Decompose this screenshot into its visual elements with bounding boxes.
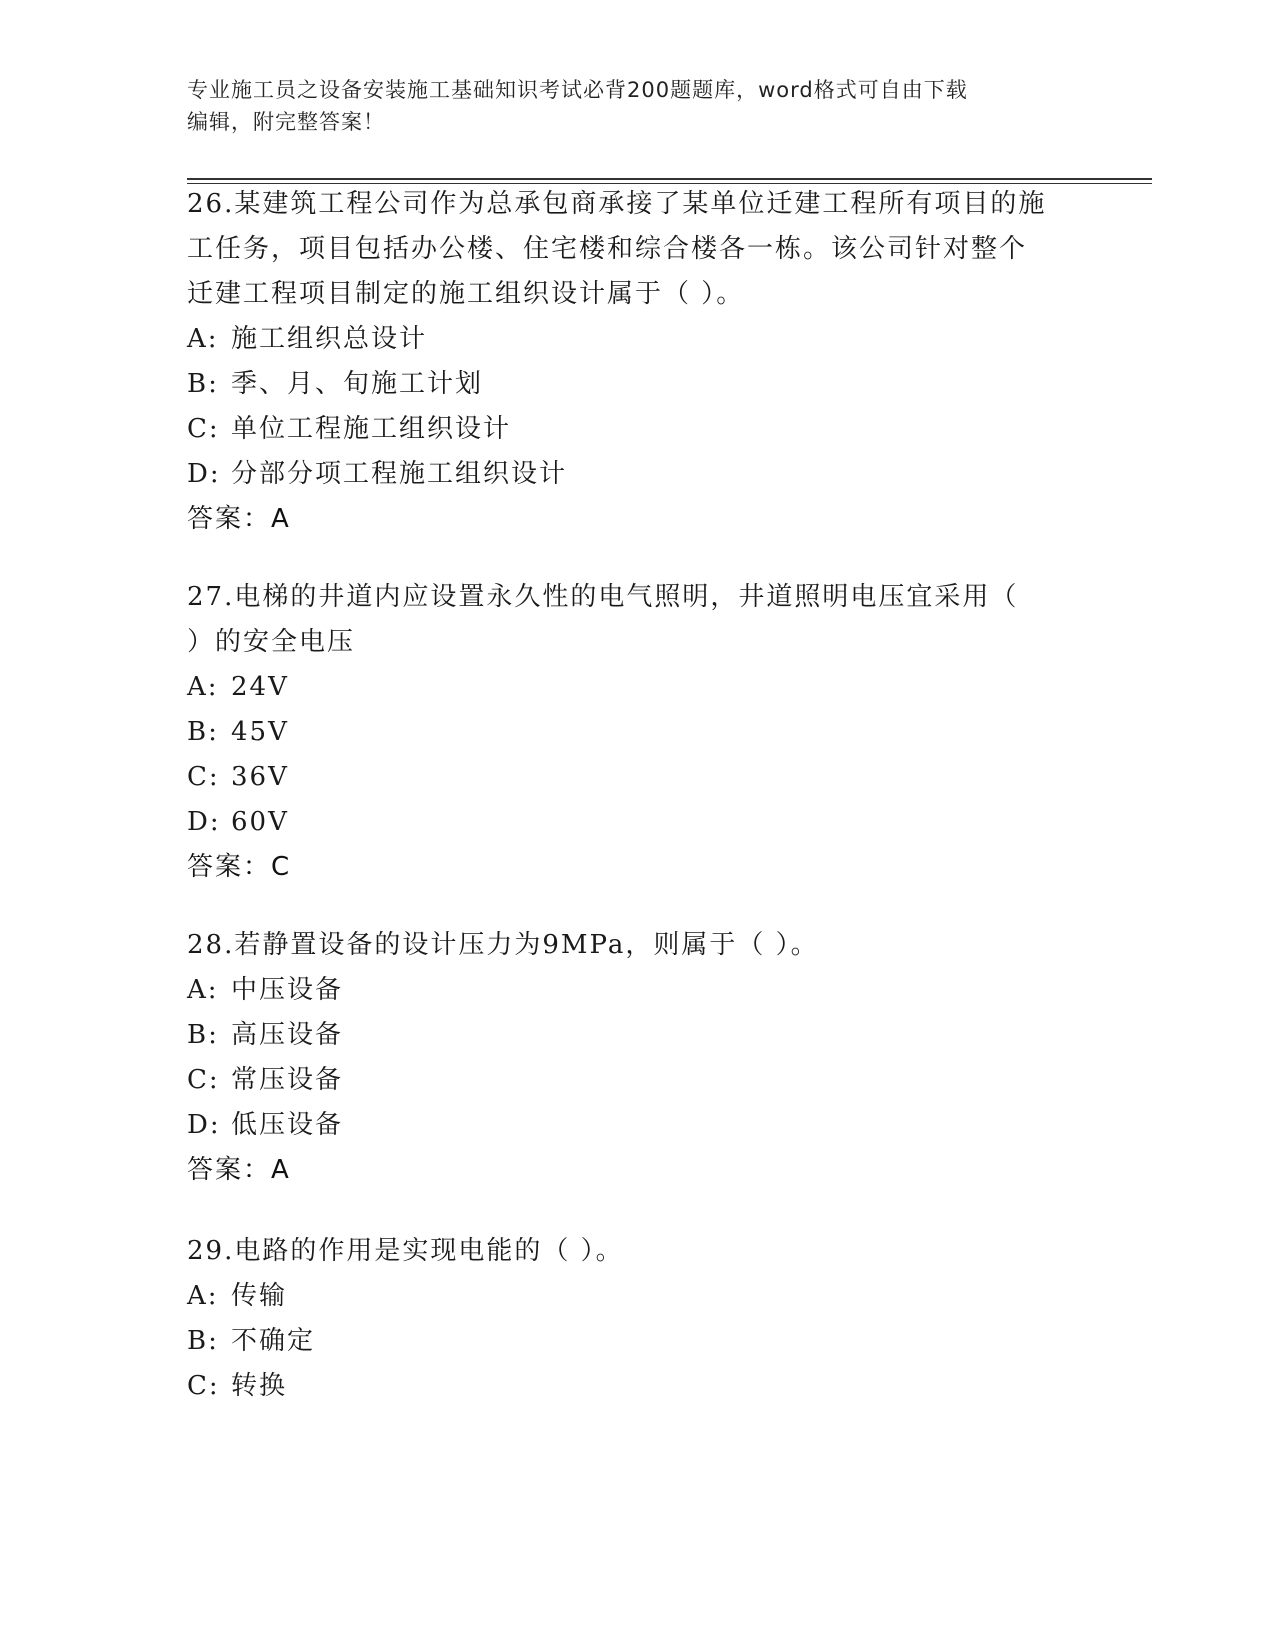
option-c <box>187 407 1087 452</box>
option-a <box>187 968 1087 1013</box>
option-text: 60V <box>231 807 289 837</box>
option-letter: C: <box>187 414 220 444</box>
option-b <box>187 1319 1087 1364</box>
option-a <box>187 665 1087 710</box>
question-stem-line: 29.电路的作用是实现电能的（ ）。 <box>187 1236 624 1266</box>
option-letter: A: <box>187 672 219 702</box>
question-stem-line: 28.若静置设备的设计压力为9MPa，则属于（ ）。 <box>187 930 819 960</box>
option-text: 转换 <box>231 1371 288 1401</box>
question-stem-line: 迁建工程项目制定的施工组织设计属于（ ）。 <box>187 279 745 309</box>
option-c <box>187 755 1087 800</box>
option-a <box>187 317 1087 362</box>
question-stem-line: 26.某建筑工程公司作为总承包商承接了某单位迁建工程所有项目的施 <box>187 189 1047 219</box>
question-29 <box>187 1229 1087 1409</box>
option-text: 中压设备 <box>231 975 344 1005</box>
option-letter: B: <box>187 1326 219 1356</box>
option-c <box>187 1364 1087 1409</box>
document-header <box>187 74 1067 138</box>
option-letter: A: <box>187 1281 219 1311</box>
answer-line: 答案：C <box>187 852 292 882</box>
option-text: 施工组织总设计 <box>231 324 428 354</box>
header-title-line-1: 专业施工员之设备安装施工基础知识考试必背200题题库，word格式可自由下载 <box>187 78 968 102</box>
option-text: 不确定 <box>231 1326 316 1356</box>
option-letter: B: <box>187 369 219 399</box>
option-c <box>187 1058 1087 1103</box>
option-letter: C: <box>187 762 220 792</box>
question-stem <box>187 923 1087 968</box>
option-text: 常压设备 <box>231 1065 344 1095</box>
option-letter: A: <box>187 975 219 1005</box>
answer-line: 答案：A <box>187 504 291 534</box>
question-28 <box>187 923 1087 1193</box>
question-26 <box>187 182 1087 542</box>
option-letter: D: <box>187 807 221 837</box>
option-text: 分部分项工程施工组织设计 <box>231 459 568 489</box>
option-text: 传输 <box>231 1281 288 1311</box>
option-b <box>187 1013 1087 1058</box>
question-stem-line: 27.电梯的井道内应设置永久性的电气照明，井道照明电压宜采用（ <box>187 582 1019 612</box>
option-b <box>187 362 1087 407</box>
option-letter: A: <box>187 324 219 354</box>
option-letter: D: <box>187 459 221 489</box>
option-text: 高压设备 <box>231 1020 344 1050</box>
option-letter: B: <box>187 717 219 747</box>
option-d <box>187 800 1087 845</box>
option-text: 低压设备 <box>231 1110 344 1140</box>
question-stem <box>187 182 1087 317</box>
option-text: 单位工程施工组织设计 <box>231 414 512 444</box>
option-b <box>187 710 1087 755</box>
question-stem <box>187 575 1087 665</box>
option-letter: C: <box>187 1065 220 1095</box>
option-letter: D: <box>187 1110 221 1140</box>
question-27 <box>187 575 1087 890</box>
option-d <box>187 452 1087 497</box>
answer-line: 答案：A <box>187 1155 291 1185</box>
header-title-line-2: 编辑，附完整答案！ <box>187 110 385 134</box>
option-d <box>187 1103 1087 1148</box>
question-stem-line: ）的安全电压 <box>187 627 356 657</box>
option-text: 季、月、旬施工计划 <box>231 369 484 399</box>
question-stem <box>187 1229 1087 1274</box>
option-text: 45V <box>231 717 289 747</box>
option-text: 24V <box>231 672 289 702</box>
option-letter: B: <box>187 1020 219 1050</box>
header-divider-thick <box>187 178 1152 180</box>
option-text: 36V <box>231 762 289 792</box>
option-letter: C: <box>187 1371 220 1401</box>
question-stem-line: 工任务，项目包括办公楼、住宅楼和综合楼各一栋。该公司针对整个 <box>187 234 1028 264</box>
option-a <box>187 1274 1087 1319</box>
